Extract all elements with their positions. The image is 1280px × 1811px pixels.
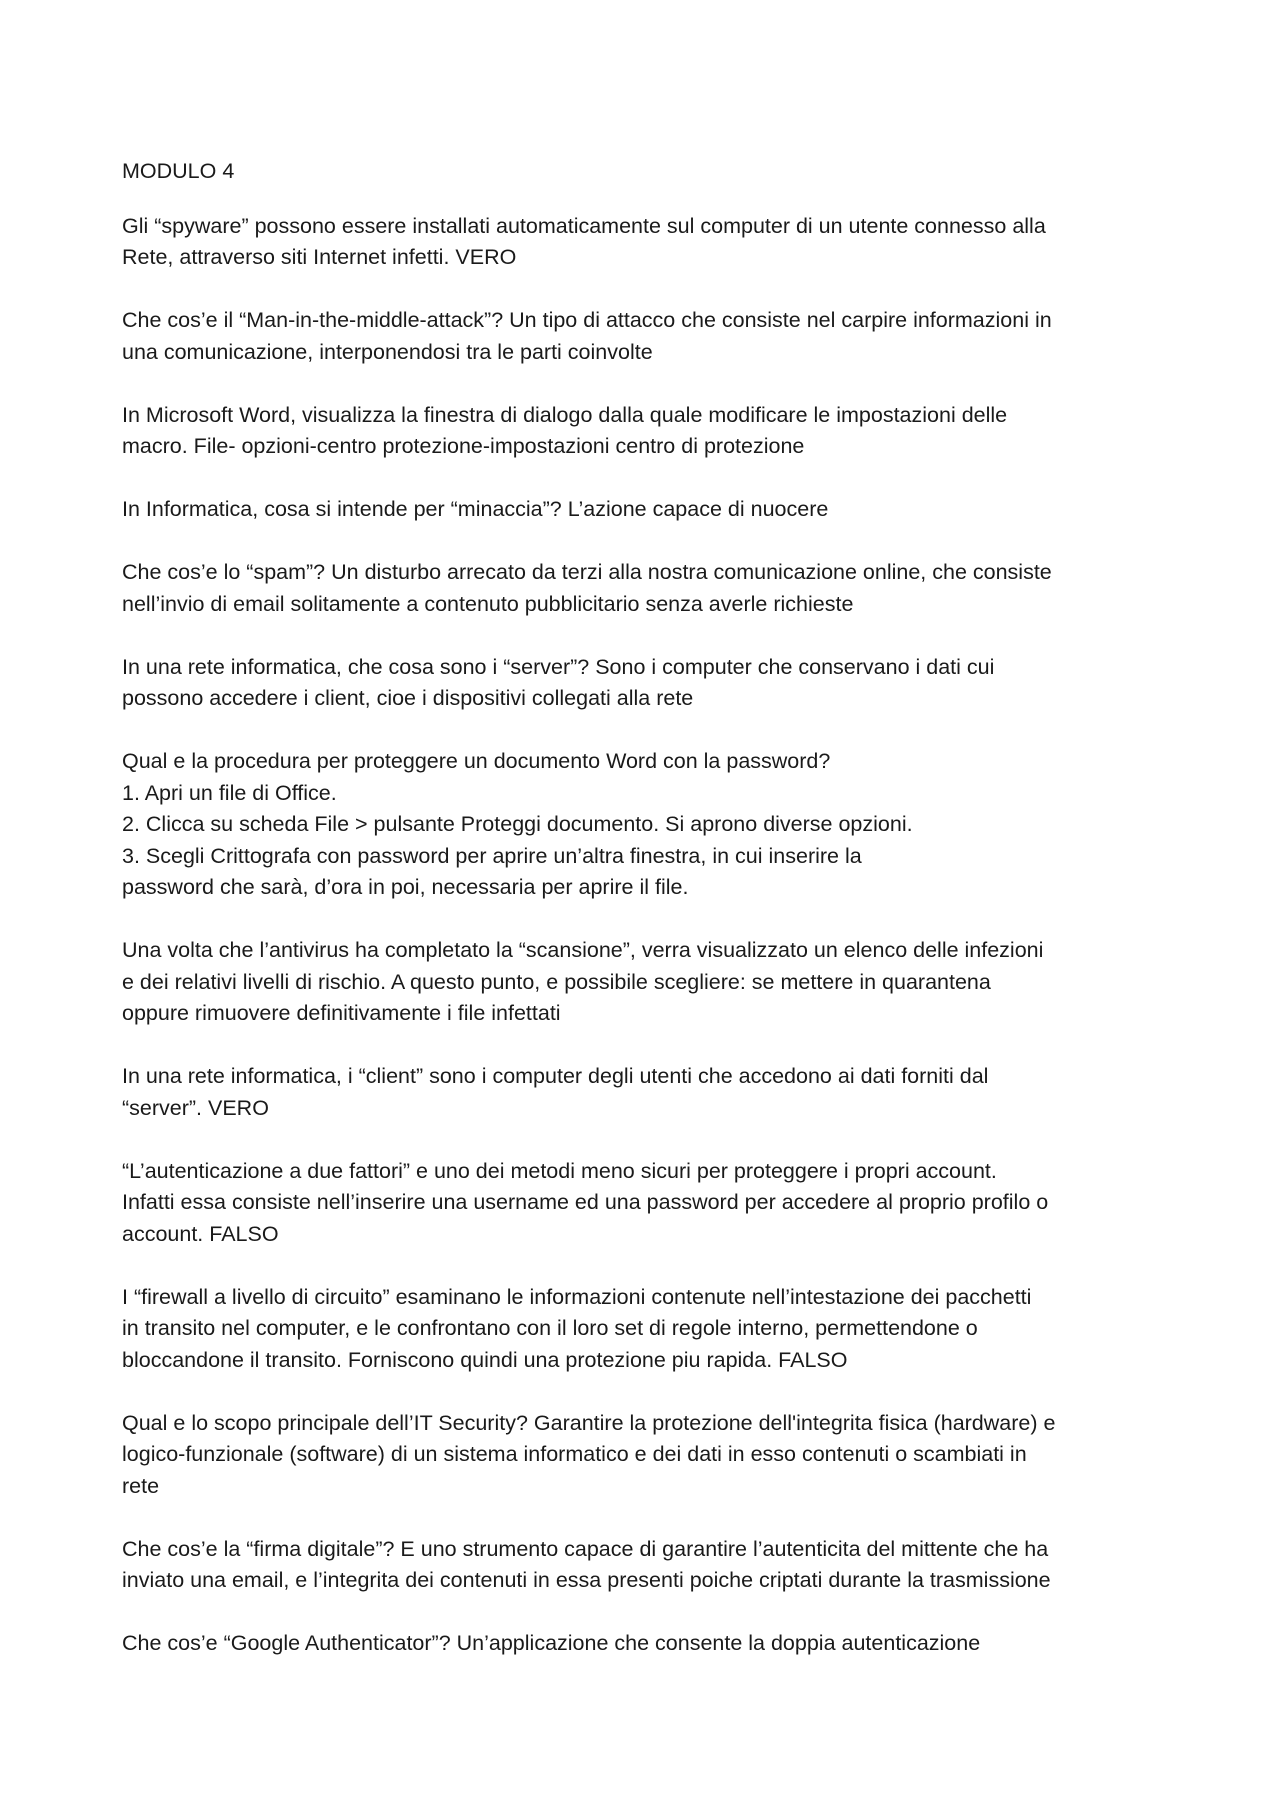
document-title: MODULO 4: [122, 159, 235, 183]
qa-paragraph: [122, 211, 1172, 274]
paragraph-line: In Microsoft Word, visualizza la finestra di dialogo dalla quale modificare le impostazioni delle: [122, 402, 1008, 427]
paragraph-line: “L’autenticazione a due fattori” e uno dei metodi meno sicuri per proteggere i propri account.: [122, 1158, 997, 1183]
paragraph-line: In una rete informatica, i “client” sono i computer degli utenti che accedono ai dati forniti dal: [122, 1064, 989, 1088]
paragraph-line: in transito nel computer, e le confrontano con il loro set di regole interno, permettendone o: [122, 1316, 978, 1340]
paragraph-line: Che cos’e “Google Authenticator”? Un’applicazione che consente la doppia autenticazione: [122, 1631, 981, 1655]
paragraph-line: Gli “spyware” possono essere installati automaticamente sul computer di un utente connesso alla: [122, 213, 1046, 238]
paragraph-line: e dei relativi livelli di rischio. A questo punto, e possibile scegliere: se mettere in quarantena: [122, 969, 991, 994]
paragraph-line: macro. File- opzioni-centro protezione-impostazioni centro di protezione: [122, 434, 805, 458]
qa-paragraph: [122, 400, 1172, 463]
paragraph-line: oppure rimuovere definitivamente i file infettati: [122, 1001, 561, 1025]
paragraph-line: inviato una email, e l’integrita dei contenuti in essa presenti poiche criptati durante la trasmissione: [122, 1568, 1051, 1592]
paragraph-line: Una volta che l’antivirus ha completato la “scansione”, verra visualizzato un elenco delle infezioni: [122, 938, 1044, 962]
paragraph-line: I “firewall a livello di circuito” esaminano le informazioni contenute nell’intestazione dei pacchetti: [122, 1284, 1032, 1309]
paragraph-line: 2. Clicca su scheda File > pulsante Proteggi documento. Si aprono diverse opzioni.: [122, 812, 913, 836]
paragraph-line: una comunicazione, interponendosi tra le parti coinvolte: [122, 339, 653, 364]
qa-paragraph: [122, 1282, 1172, 1377]
qa-paragraph: [122, 1061, 1172, 1124]
qa-paragraph: [122, 1156, 1172, 1251]
qa-paragraph: [122, 746, 1172, 904]
qa-paragraph: [122, 935, 1172, 1030]
paragraph-line: 1. Apri un file di Office.: [122, 780, 337, 805]
paragraph-line: account. FALSO: [122, 1221, 279, 1246]
qa-paragraph: [122, 557, 1172, 620]
paragraph-line: possono accedere i client, cioe i dispositivi collegati alla rete: [122, 686, 694, 710]
paragraph-line: Che cos’e la “firma digitale”? E uno strumento capace di garantire l’autenticita del mittente che ha: [122, 1536, 1049, 1561]
paragraph-line: 3. Scegli Crittografa con password per aprire un’altra finestra, in cui inserire la: [122, 843, 862, 868]
qa-paragraph: [122, 494, 1172, 526]
qa-paragraph: [122, 652, 1172, 715]
paragraph-line: Che cos’e il “Man-in-the-middle-attack”? Un tipo di attacco che consiste nel carpire informazioni in: [122, 308, 1052, 332]
paragraph-line: password che sarà, d’ora in poi, necessaria per aprire il file.: [122, 875, 689, 899]
paragraph-line: Che cos’e lo “spam”? Un disturbo arrecato da terzi alla nostra comunicazione online, che consiste: [122, 560, 1052, 584]
paragraph-line: Infatti essa consiste nell’inserire una username ed una password per accedere al proprio profilo o: [122, 1190, 1049, 1214]
qa-paragraph: [122, 1628, 1172, 1660]
paragraph-line: “server”. VERO: [122, 1095, 269, 1120]
qa-paragraph: [122, 1534, 1172, 1597]
qa-paragraph: [122, 305, 1172, 368]
paragraph-line: In una rete informatica, che cosa sono i “server”? Sono i computer che conservano i dati cui: [122, 654, 995, 679]
document-body: [122, 156, 1172, 1691]
paragraph-line: Qual e lo scopo principale dell’IT Security? Garantire la protezione dell'integrita fisica (hardware) e: [122, 1410, 1056, 1435]
paragraph-line: Rete, attraverso siti Internet infetti. VERO: [122, 245, 517, 269]
qa-paragraph: [122, 1408, 1172, 1503]
paragraph-line: logico-funzionale (software) di un sistema informatico e dei dati in esso contenuti o scambiati in: [122, 1442, 1027, 1466]
paragraph-line: Qual e la procedura per proteggere un documento Word con la password?: [122, 749, 831, 773]
paragraph-line: nell’invio di email solitamente a contenuto pubblicitario senza averle richieste: [122, 591, 854, 616]
paragraph-line: rete: [122, 1473, 160, 1498]
paragraph-line: bloccandone il transito. Forniscono quindi una protezione piu rapida. FALSO: [122, 1347, 848, 1372]
paragraph-line: In Informatica, cosa si intende per “minaccia”? L’azione capace di nuocere: [122, 497, 829, 521]
paragraph-list: [122, 211, 1172, 1660]
